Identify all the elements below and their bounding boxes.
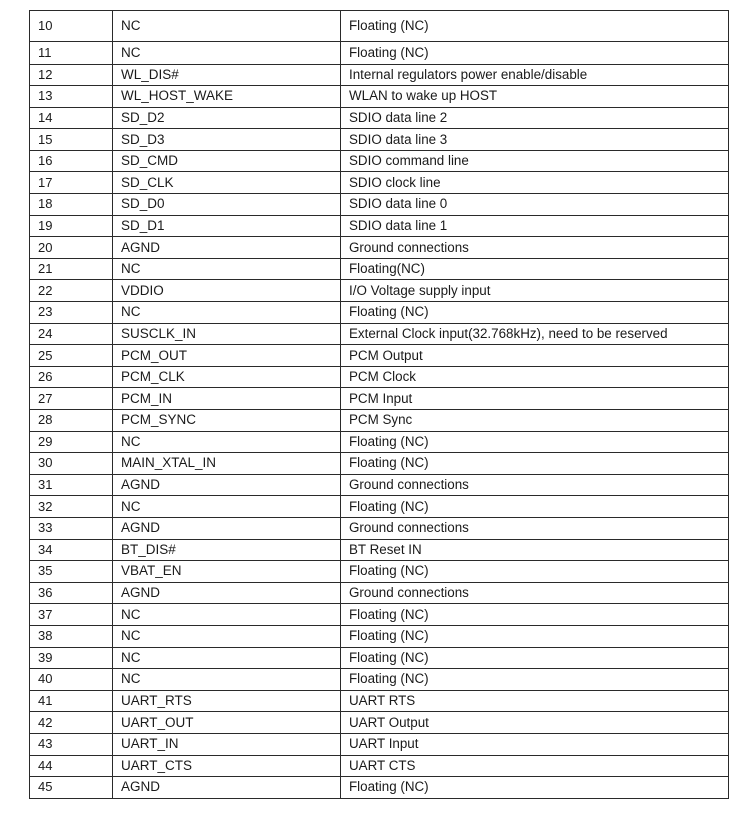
pin-name-cell: AGND xyxy=(113,517,341,539)
pin-number-cell: 45 xyxy=(30,777,113,799)
pin-number-cell: 29 xyxy=(30,431,113,453)
table-row xyxy=(30,733,729,755)
pin-description-cell: Floating (NC) xyxy=(341,604,729,626)
pin-name-cell: NC xyxy=(113,431,341,453)
pin-number-cell: 42 xyxy=(30,712,113,734)
table-row xyxy=(30,366,729,388)
pin-description-cell: SDIO data line 3 xyxy=(341,129,729,151)
pin-description-cell: Ground connections xyxy=(341,517,729,539)
pin-number-cell: 16 xyxy=(30,150,113,172)
pin-number-cell: 13 xyxy=(30,86,113,108)
pin-description-cell: Ground connections xyxy=(341,237,729,259)
pin-name-cell: UART_RTS xyxy=(113,690,341,712)
table-row xyxy=(30,302,729,324)
pin-description-cell: Floating (NC) xyxy=(341,11,729,42)
pin-number-cell: 36 xyxy=(30,582,113,604)
pin-description-cell: Floating (NC) xyxy=(341,669,729,691)
table-row xyxy=(30,280,729,302)
pin-number-cell: 43 xyxy=(30,733,113,755)
pin-number-cell: 21 xyxy=(30,258,113,280)
table-row xyxy=(30,712,729,734)
pin-number-cell: 18 xyxy=(30,194,113,216)
pin-number-cell: 32 xyxy=(30,496,113,518)
pin-name-cell: AGND xyxy=(113,582,341,604)
pin-number-cell: 10 xyxy=(30,11,113,42)
pin-description-cell: UART RTS xyxy=(341,690,729,712)
pin-description-cell: Floating (NC) xyxy=(341,625,729,647)
pin-description-cell: BT Reset IN xyxy=(341,539,729,561)
table-row xyxy=(30,517,729,539)
pin-number-cell: 19 xyxy=(30,215,113,237)
pin-description-cell: Floating (NC) xyxy=(341,42,729,65)
table-row xyxy=(30,129,729,151)
table-row xyxy=(30,539,729,561)
pin-description-cell: Ground connections xyxy=(341,474,729,496)
pin-definition-table xyxy=(29,10,729,799)
pin-description-cell: Floating (NC) xyxy=(341,431,729,453)
pin-name-cell: NC xyxy=(113,11,341,42)
pin-description-cell: SDIO data line 1 xyxy=(341,215,729,237)
pin-name-cell: PCM_IN xyxy=(113,388,341,410)
table-row xyxy=(30,345,729,367)
pin-name-cell: VBAT_EN xyxy=(113,561,341,583)
table-row xyxy=(30,561,729,583)
table-row xyxy=(30,323,729,345)
pin-description-cell: I/O Voltage supply input xyxy=(341,280,729,302)
pin-number-cell: 11 xyxy=(30,42,113,65)
pin-description-cell: PCM Input xyxy=(341,388,729,410)
pin-name-cell: MAIN_XTAL_IN xyxy=(113,453,341,475)
pin-number-cell: 34 xyxy=(30,539,113,561)
pin-name-cell: NC xyxy=(113,258,341,280)
pin-number-cell: 27 xyxy=(30,388,113,410)
pin-name-cell: NC xyxy=(113,647,341,669)
pin-description-cell: Ground connections xyxy=(341,582,729,604)
table-row xyxy=(30,107,729,129)
pin-name-cell: SD_D3 xyxy=(113,129,341,151)
pin-name-cell: PCM_SYNC xyxy=(113,410,341,432)
table-row xyxy=(30,690,729,712)
table-row xyxy=(30,86,729,108)
table-row xyxy=(30,777,729,799)
table-row xyxy=(30,474,729,496)
pin-description-cell: SDIO data line 0 xyxy=(341,194,729,216)
table-row xyxy=(30,604,729,626)
pin-description-cell: UART Output xyxy=(341,712,729,734)
pin-name-cell: UART_IN xyxy=(113,733,341,755)
pin-number-cell: 15 xyxy=(30,129,113,151)
pin-number-cell: 20 xyxy=(30,237,113,259)
pin-description-cell: Floating(NC) xyxy=(341,258,729,280)
pin-name-cell: SD_D0 xyxy=(113,194,341,216)
table-row xyxy=(30,669,729,691)
pin-number-cell: 40 xyxy=(30,669,113,691)
pin-number-cell: 37 xyxy=(30,604,113,626)
pin-description-cell: Floating (NC) xyxy=(341,561,729,583)
pin-number-cell: 23 xyxy=(30,302,113,324)
pin-name-cell: PCM_CLK xyxy=(113,366,341,388)
pin-name-cell: NC xyxy=(113,625,341,647)
table-row xyxy=(30,388,729,410)
table-row xyxy=(30,172,729,194)
pin-description-cell: UART Input xyxy=(341,733,729,755)
pin-description-cell: SDIO clock line xyxy=(341,172,729,194)
pin-number-cell: 33 xyxy=(30,517,113,539)
pin-description-cell: Internal regulators power enable/disable xyxy=(341,64,729,86)
pin-name-cell: VDDIO xyxy=(113,280,341,302)
pin-description-cell: PCM Clock xyxy=(341,366,729,388)
table-row xyxy=(30,64,729,86)
table-row xyxy=(30,582,729,604)
pin-number-cell: 35 xyxy=(30,561,113,583)
pin-description-cell: WLAN to wake up HOST xyxy=(341,86,729,108)
pin-number-cell: 25 xyxy=(30,345,113,367)
pin-number-cell: 14 xyxy=(30,107,113,129)
pin-number-cell: 24 xyxy=(30,323,113,345)
pin-name-cell: SD_D1 xyxy=(113,215,341,237)
table-row xyxy=(30,410,729,432)
pin-name-cell: WL_HOST_WAKE xyxy=(113,86,341,108)
pin-number-cell: 30 xyxy=(30,453,113,475)
pin-name-cell: BT_DIS# xyxy=(113,539,341,561)
pin-name-cell: PCM_OUT xyxy=(113,345,341,367)
pin-number-cell: 12 xyxy=(30,64,113,86)
pin-number-cell: 44 xyxy=(30,755,113,777)
pin-number-cell: 22 xyxy=(30,280,113,302)
table-row xyxy=(30,237,729,259)
pin-description-cell: PCM Sync xyxy=(341,410,729,432)
table-row xyxy=(30,647,729,669)
pin-description-cell: UART CTS xyxy=(341,755,729,777)
pin-name-cell: AGND xyxy=(113,474,341,496)
table-row xyxy=(30,453,729,475)
pin-name-cell: SD_D2 xyxy=(113,107,341,129)
pin-name-cell: AGND xyxy=(113,777,341,799)
pin-name-cell: NC xyxy=(113,42,341,65)
table-row xyxy=(30,150,729,172)
table-row xyxy=(30,194,729,216)
pin-name-cell: AGND xyxy=(113,237,341,259)
pin-description-cell: SDIO data line 2 xyxy=(341,107,729,129)
pin-name-cell: NC xyxy=(113,669,341,691)
pin-number-cell: 31 xyxy=(30,474,113,496)
pin-number-cell: 39 xyxy=(30,647,113,669)
pin-name-cell: SD_CMD xyxy=(113,150,341,172)
pin-description-cell: External Clock input(32.768kHz), need to be reserved xyxy=(341,323,729,345)
table-row xyxy=(30,755,729,777)
table-row xyxy=(30,42,729,65)
pin-description-cell: Floating (NC) xyxy=(341,647,729,669)
pin-description-cell: Floating (NC) xyxy=(341,453,729,475)
table-row xyxy=(30,11,729,42)
pin-description-cell: PCM Output xyxy=(341,345,729,367)
pin-name-cell: UART_OUT xyxy=(113,712,341,734)
pin-number-cell: 26 xyxy=(30,366,113,388)
pin-number-cell: 28 xyxy=(30,410,113,432)
pin-description-cell: Floating (NC) xyxy=(341,496,729,518)
pin-name-cell: UART_CTS xyxy=(113,755,341,777)
pin-name-cell: SUSCLK_IN xyxy=(113,323,341,345)
pin-name-cell: NC xyxy=(113,496,341,518)
pin-description-cell: SDIO command line xyxy=(341,150,729,172)
pin-name-cell: SD_CLK xyxy=(113,172,341,194)
pin-description-cell: Floating (NC) xyxy=(341,777,729,799)
table-row xyxy=(30,431,729,453)
table-row xyxy=(30,215,729,237)
table-row xyxy=(30,625,729,647)
pin-table-body xyxy=(30,11,729,799)
pin-number-cell: 38 xyxy=(30,625,113,647)
pin-name-cell: NC xyxy=(113,302,341,324)
table-row xyxy=(30,496,729,518)
pin-description-cell: Floating (NC) xyxy=(341,302,729,324)
pin-number-cell: 41 xyxy=(30,690,113,712)
table-row xyxy=(30,258,729,280)
pin-name-cell: NC xyxy=(113,604,341,626)
pin-name-cell: WL_DIS# xyxy=(113,64,341,86)
pin-number-cell: 17 xyxy=(30,172,113,194)
